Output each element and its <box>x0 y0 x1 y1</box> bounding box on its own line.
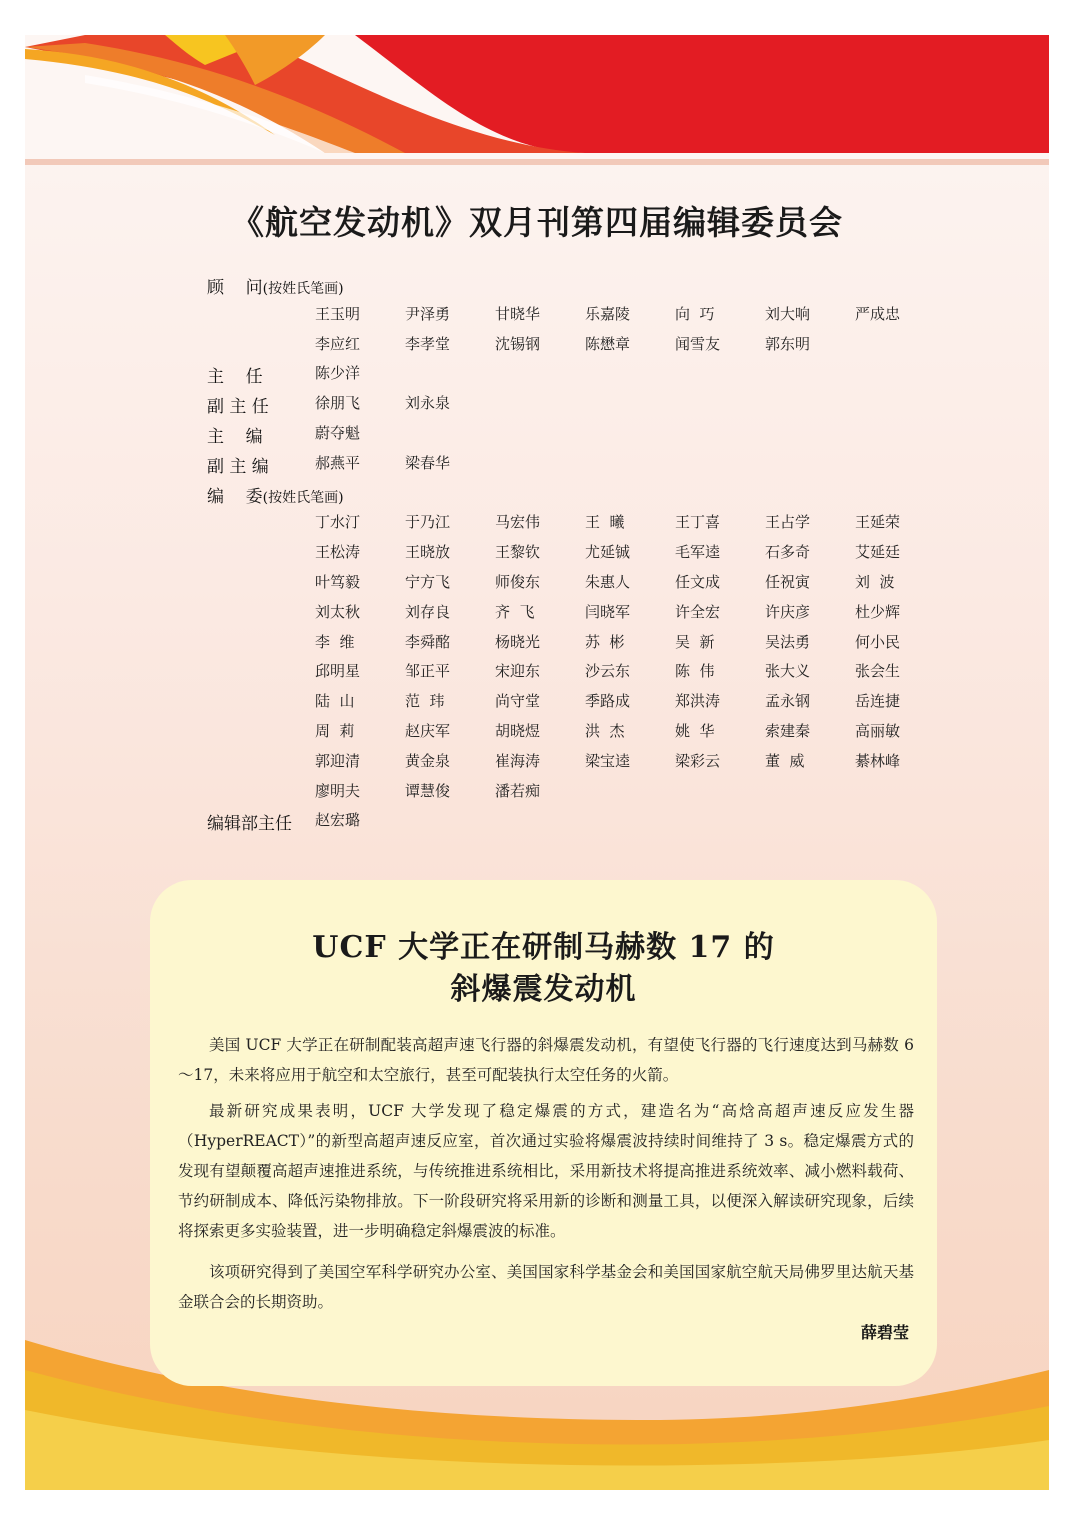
member-name: 廖明夫 <box>315 781 361 800</box>
article-paragraph-3: 该项研究得到了美国空军科学研究办公室、美国国家科学基金会和美国国家航空航天局佛罗里达航天基金联合会的长期资助。 <box>178 1263 914 1311</box>
member-name: 尚守堂 <box>495 692 541 711</box>
member-name: 姚 华 <box>675 722 715 740</box>
member-name: 郭东明 <box>765 334 811 353</box>
member-name: 王延荣 <box>855 513 901 532</box>
member-name: 王 曦 <box>585 513 625 532</box>
member-name: 任文成 <box>675 573 721 591</box>
role-label-director: 主 任 <box>207 367 263 388</box>
member-name: 梁宝逵 <box>585 751 631 770</box>
article-author: 薛碧莹 <box>860 1323 909 1342</box>
member-name: 崔海涛 <box>495 751 541 770</box>
member-name: 乐嘉陵 <box>585 304 631 323</box>
member-name: 刘存良 <box>405 602 451 621</box>
member-name: 李应红 <box>315 334 361 353</box>
member-name: 李 维 <box>315 632 355 651</box>
member-name: 石多奇 <box>765 543 811 562</box>
member-name: 高丽敏 <box>855 722 901 740</box>
member-name: 许庆彦 <box>765 602 811 621</box>
member-name: 毛军逵 <box>675 543 721 562</box>
member-name: 吴法勇 <box>765 632 811 651</box>
member-name: 王松涛 <box>315 543 361 562</box>
member-name: 谭慧俊 <box>405 781 451 800</box>
member-name: 邱明星 <box>315 662 361 681</box>
member-name: 潘若痴 <box>495 781 541 800</box>
member-name: 王占学 <box>765 513 811 532</box>
member-name: 蔚夺魁 <box>315 424 361 442</box>
member-name: 严成忠 <box>855 304 901 323</box>
member-name: 黄金泉 <box>405 751 451 770</box>
member-name: 何小民 <box>855 632 901 651</box>
member-name: 李舜酩 <box>405 632 451 651</box>
member-name: 王丁喜 <box>675 513 721 532</box>
member-name: 宋迎东 <box>495 662 541 681</box>
member-name: 沈锡钢 <box>495 334 541 353</box>
member-name: 董 威 <box>765 751 805 770</box>
member-name: 赵庆军 <box>405 722 451 740</box>
member-name: 范 玮 <box>405 692 445 711</box>
member-name: 宁方飞 <box>405 573 451 591</box>
role-note: (按姓氏笔画) <box>262 489 344 506</box>
member-name: 尹泽勇 <box>405 304 451 323</box>
member-name: 甘晓华 <box>495 304 541 323</box>
member-name: 刘大响 <box>765 304 811 323</box>
member-name: 张会生 <box>855 662 901 681</box>
member-name: 王黎钦 <box>495 543 541 562</box>
member-name: 綦林峰 <box>855 751 901 770</box>
member-name: 陈懋章 <box>585 334 631 353</box>
member-name: 闻雪友 <box>675 334 721 353</box>
member-name: 陈 伟 <box>675 662 715 681</box>
role-label-chief-editor: 主 编 <box>207 427 263 447</box>
member-name: 丁水汀 <box>315 513 361 532</box>
role-label-deputy-chief-editor: 副 主 编 <box>207 456 269 477</box>
member-name: 邹正平 <box>405 662 451 681</box>
member-name: 于乃江 <box>405 513 451 532</box>
member-name: 王玉明 <box>315 304 361 323</box>
member-name: 郝燕平 <box>315 453 361 472</box>
member-name: 岳连捷 <box>855 692 901 711</box>
member-name: 尤延铖 <box>585 543 631 562</box>
member-name: 孟永钢 <box>765 692 811 711</box>
member-name: 艾延廷 <box>855 543 901 562</box>
member-name: 叶笃毅 <box>315 573 361 591</box>
member-name: 沙云东 <box>585 662 631 681</box>
editorial-committee <box>25 35 1049 855</box>
member-name: 朱惠人 <box>585 573 631 591</box>
member-name: 马宏伟 <box>495 513 541 532</box>
member-name: 梁春华 <box>405 453 451 472</box>
article-title-line1: UCF 大学正在研制马赫数 17 的 <box>312 930 775 965</box>
role-label-members: 编 委(按姓氏笔画) <box>207 486 344 507</box>
member-name: 杨晓光 <box>495 632 541 651</box>
page-title: 《航空发动机》双月刊第四届编辑委员会 <box>231 203 843 242</box>
member-name: 徐朋飞 <box>315 394 361 413</box>
member-name: 吴 新 <box>675 632 715 651</box>
member-name: 齐 飞 <box>495 602 535 621</box>
member-name: 刘太秋 <box>315 602 361 621</box>
member-name: 周 莉 <box>315 722 355 740</box>
member-name: 郭迎清 <box>315 751 361 770</box>
role-note: (按姓氏笔画) <box>262 281 344 297</box>
member-name: 索建秦 <box>765 722 811 740</box>
member-name: 许全宏 <box>675 602 721 621</box>
member-name: 陈少洋 <box>315 364 361 383</box>
role-label-advisors: 顾 问(按姓氏笔画) <box>207 278 344 298</box>
member-name: 李孝堂 <box>405 334 451 353</box>
member-name: 杜少辉 <box>855 602 901 621</box>
member-name: 张大义 <box>765 662 811 681</box>
member-name: 梁彩云 <box>675 751 721 770</box>
member-name: 任祝寅 <box>765 573 811 591</box>
role-label-deputy-director: 副 主 任 <box>207 397 269 418</box>
member-name: 郑洪涛 <box>675 692 721 711</box>
member-name: 洪 杰 <box>585 722 625 740</box>
article-title-line2: 斜爆震发动机 <box>450 972 637 1007</box>
member-name: 王晓放 <box>405 543 451 562</box>
article-paragraph-1: 美国 UCF 大学正在研制配装高超声速飞行器的斜爆震发动机，有望使飞行器的飞行速度达到马赫数 6～17，未来将应用于航空和太空旅行，甚至可配装执行太空任务的火箭。 <box>178 1036 914 1084</box>
member-name: 季路成 <box>585 692 631 711</box>
article-paragraph-2: 最新研究成果表明，UCF 大学发现了稳定爆震的方式，建造名为“高焓高超声速反应发生器（HyperREACT）”的新型高超声速反应室，首次通过实验将爆震波持续时间维持了 3 s。稳定爆震方式的发现有望颠覆高超声速推进系统，与传统推进系统相比，采用新技术将提高推进系统效率、减小燃料载荷、节约研制成本、降低污染物排放。下一阶段研究将采用新的诊断和测量工具，以便深入解读研究现象，后续将探索更多实验装置，进一步明确稳定斜爆震波的标准。 <box>178 1102 914 1240</box>
news-box <box>150 880 937 1386</box>
member-name: 陆 山 <box>315 692 355 711</box>
member-name: 师俊东 <box>495 573 541 591</box>
page <box>25 35 1049 1490</box>
member-name: 刘永泉 <box>405 394 451 413</box>
member-name: 闫晓军 <box>585 602 631 621</box>
member-name: 向 巧 <box>675 304 715 323</box>
member-name: 刘 波 <box>855 573 895 591</box>
member-name: 赵宏璐 <box>315 811 361 830</box>
member-name: 胡晓煜 <box>495 722 541 740</box>
role-label-office-director: 编辑部主任 <box>207 814 292 835</box>
member-name: 苏 彬 <box>585 632 625 651</box>
